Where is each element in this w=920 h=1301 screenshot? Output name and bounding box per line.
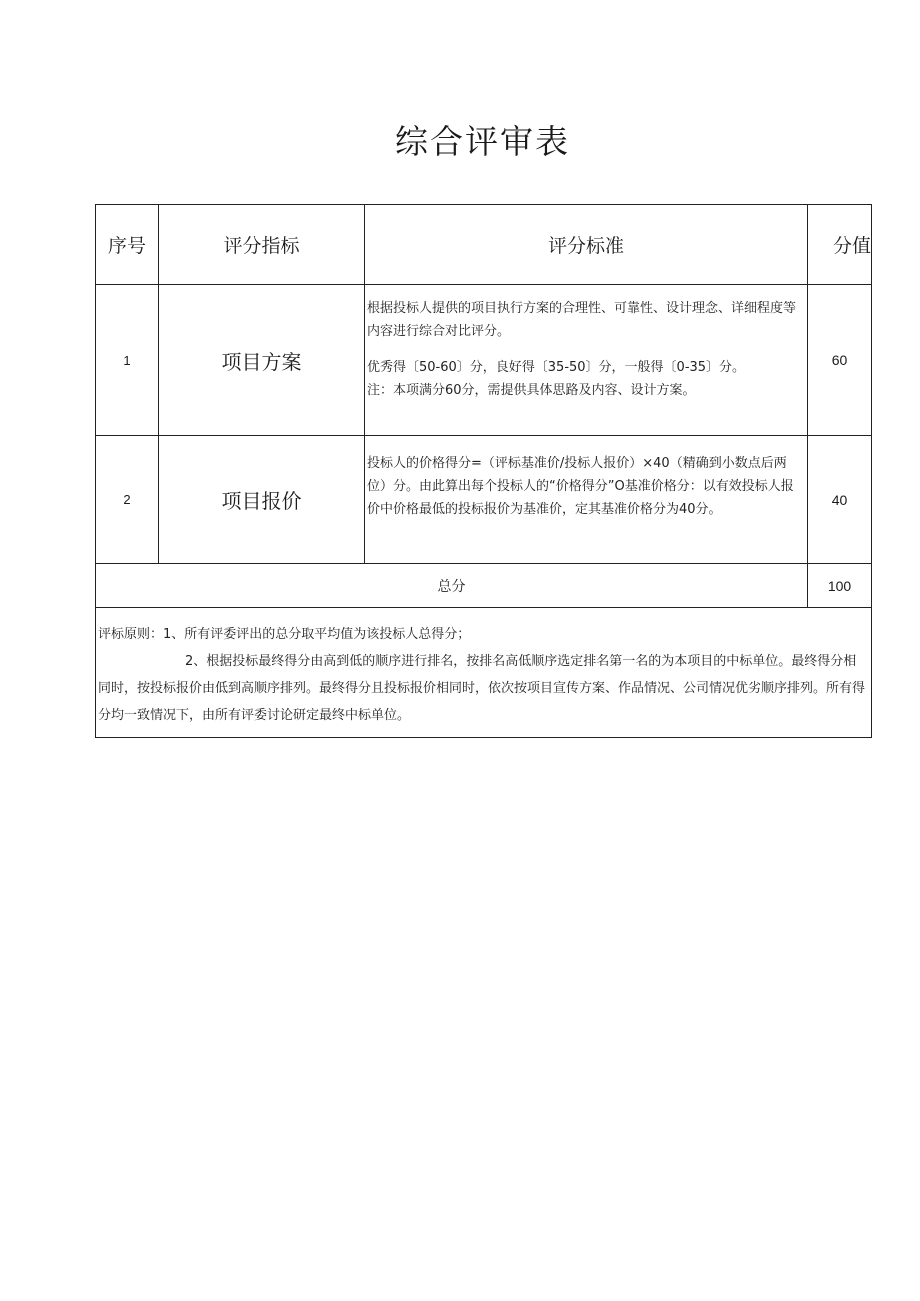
header-seq: 序号 [96, 205, 159, 285]
row-criteria [365, 285, 808, 436]
notes-line-1: 评标原则：1、所有评委评出的总分取平均值为该投标人总得分； [98, 627, 471, 642]
row-indicator: 项目方案 [159, 285, 365, 436]
table-header-row [96, 205, 872, 285]
row-score: 40 [808, 436, 872, 564]
total-row [96, 564, 872, 608]
page-title: 综合评审表 [395, 122, 570, 161]
criteria-line: 投标人的价格得分=（评标基准价/投标人报价）×40（精确到小数点后两位）分。由此算出每个投标人的“价格得分”O基准价格分：以有效投标人报价中价格最低的投标报价为基准价，定其基准价格分为40分。 [367, 456, 794, 517]
evaluation-notes [96, 608, 872, 738]
row-indicator: 项目报价 [159, 436, 365, 564]
notes-row [96, 608, 872, 738]
total-label: 总分 [96, 564, 808, 608]
notes-line-2: 2、根据投标最终得分由高到低的顺序进行排名，按排名高低顺序选定排名第一名的为本项目的中标单位。最终得分相同时，按投标报价由低到高顺序排列。最终得分且投标报价相同时，依次按项目宣传方案、作品情况、公司情况优劣顺序排列。所有得分均一致情况下，由所有评委讨论研定最终中标单位。 [98, 654, 866, 723]
row-score: 60 [808, 285, 872, 436]
table-row [96, 285, 872, 436]
header-score: 分值 [808, 205, 872, 285]
row-seq: 2 [96, 436, 159, 564]
table-row [96, 436, 872, 564]
criteria-line: 优秀得〔50-60〕分，良好得〔35-50〕分，一般得〔0-35〕分。 [367, 360, 746, 375]
criteria-line: 注：本项满分60分，需提供具体思路及内容、设计方案。 [367, 383, 696, 398]
criteria-line: 根据投标人提供的项目执行方案的合理性、可靠性、设计理念、详细程度等内容进行综合对比评分。 [367, 301, 797, 339]
evaluation-table [95, 204, 872, 738]
row-criteria [365, 436, 808, 564]
header-criteria: 评分标准 [365, 205, 808, 285]
header-indicator: 评分指标 [159, 205, 365, 285]
row-seq: 1 [96, 285, 159, 436]
total-score: 100 [808, 564, 872, 608]
